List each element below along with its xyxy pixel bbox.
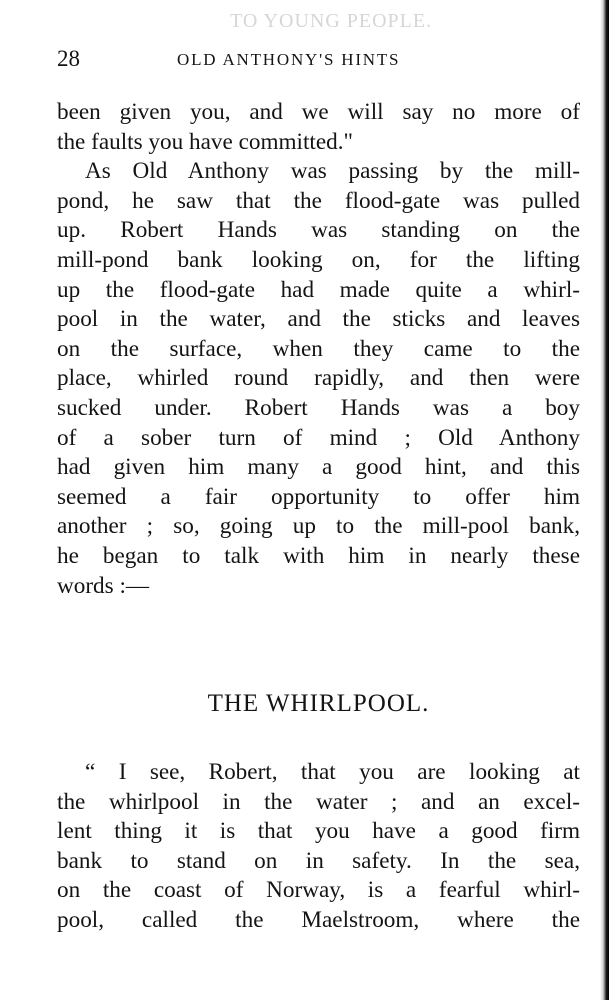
text-line: words :—	[57, 572, 150, 599]
body-text-top	[57, 98, 580, 601]
text-line: had given him many a good hint, and this	[57, 454, 580, 481]
text-line: been given you, and we will say no more of	[57, 99, 580, 125]
text-line: As Old Anthony was passing by the mill-	[85, 158, 580, 185]
text-line: mill-pond bank looking on, for the lifting	[57, 246, 580, 273]
page-header	[57, 46, 585, 78]
running-head: OLD ANTHONY'S HINTS	[177, 50, 401, 69]
text-line: pool, called the Maelstroom, where the	[57, 906, 580, 933]
text-line: place, whirled round rapidly, and then were	[57, 365, 580, 392]
text-line: of a sober turn of mind ; Old Anthony	[57, 424, 580, 451]
page-edge-shadow	[600, 0, 609, 1000]
text-line: up the flood-gate had made quite a whirl-	[57, 276, 580, 303]
text-line: he began to talk with him in nearly these	[57, 542, 580, 569]
text-line: on the surface, when they came to the	[57, 335, 580, 362]
text-line: lent thing it is that you have a good firm	[57, 818, 580, 845]
page-number: 28	[57, 46, 80, 71]
text-line: the faults you have committed."	[57, 128, 354, 155]
body-text-bottom	[57, 758, 580, 936]
text-line: the whirlpool in the water ; and an excel-	[57, 788, 580, 815]
text-line: sucked under. Robert Hands was a boy	[57, 394, 580, 421]
text-line: bank to stand on in safety. In the sea,	[57, 847, 580, 874]
text-line: on the coast of Norway, is a fearful whirl-	[57, 877, 580, 904]
text-line: another ; so, going up to the mill-pool bank,	[57, 513, 580, 540]
text-line: “ I see, Robert, that you are looking at	[85, 759, 580, 785]
text-line: up. Robert Hands was standing on the	[57, 217, 580, 244]
text-line: seemed a fair opportunity to offer him	[57, 483, 580, 510]
section-heading: THE WHIRLPOOL.	[207, 690, 430, 717]
text-line: pool in the water, and the sticks and leaves	[57, 306, 580, 333]
text-line: pond, he saw that the flood-gate was pulled	[57, 187, 580, 214]
bleed-through-text: TO YOUNG PEOPLE.	[230, 10, 433, 32]
